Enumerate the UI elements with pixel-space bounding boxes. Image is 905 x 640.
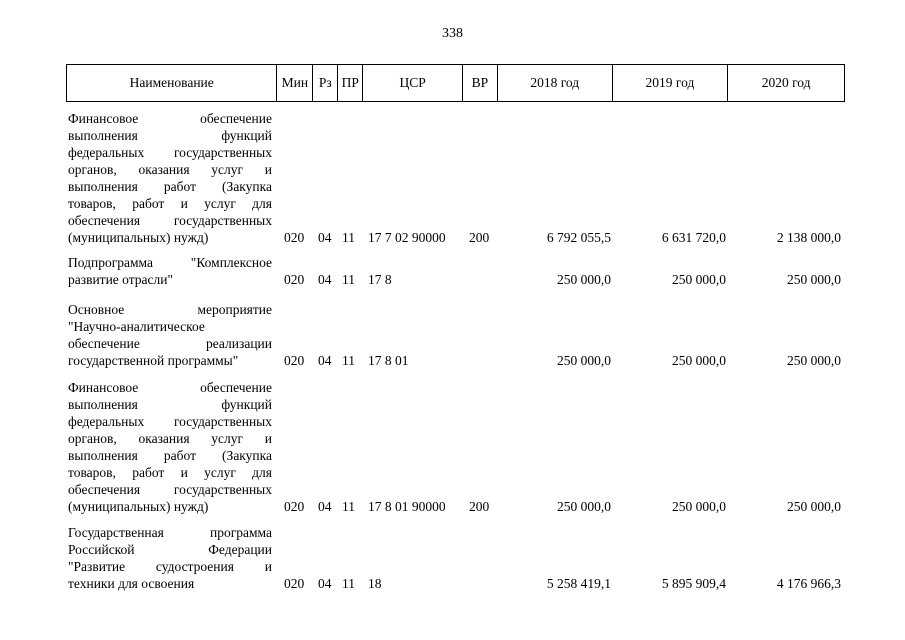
- row-name-line: обеспечения государственных: [68, 213, 272, 228]
- header-2020: 2020 год: [761, 75, 811, 90]
- cell-y2020: 250 000,0: [787, 353, 841, 368]
- row-name-line: федеральных государственных: [68, 145, 272, 160]
- header-2018: 2018 год: [498, 65, 613, 101]
- header-vr: ВР: [463, 65, 498, 101]
- cell-y2020: 4 176 966,3: [776, 576, 841, 591]
- row-name-line: Основное мероприятие: [68, 302, 272, 317]
- row-name-line: (муниципальных) нужд): [68, 230, 209, 245]
- cell-y2020: 250 000,0: [787, 499, 841, 514]
- header-2019: 2019 год: [613, 65, 729, 101]
- cell-pr: 11: [342, 576, 355, 591]
- cell-csr: 18: [368, 576, 382, 591]
- row-name-line: федеральных государственных: [68, 414, 272, 429]
- header-name: Наименование: [67, 65, 277, 101]
- row-name: [68, 301, 272, 369]
- cell-y2019: 5 895 909,4: [661, 576, 726, 591]
- row-name-line: Финансовое обеспечение: [68, 380, 272, 395]
- cell-csr: 17 8 01 90000: [368, 499, 446, 514]
- cell-y2018: 5 258 419,1: [546, 576, 611, 591]
- page-number: 338: [442, 26, 463, 41]
- row-name: [68, 254, 272, 288]
- row-name-line: органов, оказания услуг и: [68, 431, 272, 446]
- row-name: [68, 524, 272, 592]
- cell-y2019: 250 000,0: [672, 353, 726, 368]
- cell-vr: 200: [469, 499, 490, 514]
- cell-rz: 04: [318, 272, 332, 287]
- row-name-line: выполнения работ (Закупка: [68, 448, 272, 463]
- row-name-line: выполнения функций: [68, 128, 272, 143]
- cell-pr: 11: [342, 230, 355, 245]
- row-name-line: выполнения работ (Закупка: [68, 179, 272, 194]
- row-name-line: "Развитие судостроения и: [68, 559, 272, 574]
- row-name-line: государственной программы": [68, 353, 239, 368]
- cell-vr: 200: [469, 230, 490, 245]
- row-name-line: Государственная программа: [68, 525, 272, 540]
- row-name-line: "Научно-аналитическое: [68, 319, 205, 334]
- cell-y2019: 250 000,0: [672, 272, 726, 287]
- cell-y2019: 250 000,0: [672, 499, 726, 514]
- cell-min: 020: [284, 499, 305, 514]
- row-name-line: обеспечения государственных: [68, 482, 272, 497]
- header-rz: Рз: [313, 65, 338, 101]
- cell-y2020: 250 000,0: [787, 272, 841, 287]
- row-name-line: товаров, работ и услуг для: [68, 196, 272, 211]
- cell-min: 020: [284, 576, 305, 591]
- table-header: [66, 64, 845, 102]
- cell-rz: 04: [318, 230, 332, 245]
- cell-rz: 04: [318, 576, 332, 591]
- cell-y2019: 6 631 720,0: [661, 230, 726, 245]
- header-csr: ЦСР: [363, 65, 463, 101]
- cell-y2018: 250 000,0: [557, 499, 611, 514]
- cell-y2020: 2 138 000,0: [776, 230, 841, 245]
- cell-y2018: 6 792 055,5: [546, 230, 611, 245]
- header-pr: ПР: [338, 65, 363, 101]
- row-name-line: обеспечение реализации: [68, 336, 272, 351]
- row-name: [68, 379, 272, 515]
- cell-csr: 17 8 01: [368, 353, 409, 368]
- cell-min: 020: [284, 272, 305, 287]
- cell-csr: 17 7 02 90000: [368, 230, 446, 245]
- row-name-line: Подпрограмма "Комплексное: [68, 255, 272, 270]
- row-name-line: техники для освоения: [68, 576, 195, 591]
- cell-y2018: 250 000,0: [557, 353, 611, 368]
- cell-pr: 11: [342, 272, 355, 287]
- row-name: [68, 110, 272, 246]
- cell-rz: 04: [318, 353, 332, 368]
- cell-min: 020: [284, 353, 305, 368]
- row-name-line: товаров, работ и услуг для: [68, 465, 272, 480]
- row-name-line: развитие отрасли": [68, 272, 174, 287]
- cell-min: 020: [284, 230, 305, 245]
- row-name-line: органов, оказания услуг и: [68, 162, 272, 177]
- row-name-line: Финансовое обеспечение: [68, 111, 272, 126]
- row-name-line: выполнения функций: [68, 397, 272, 412]
- cell-pr: 11: [342, 353, 355, 368]
- row-name-line: (муниципальных) нужд): [68, 499, 209, 514]
- cell-y2018: 250 000,0: [557, 272, 611, 287]
- header-min: Мин: [277, 65, 313, 101]
- cell-pr: 11: [342, 499, 355, 514]
- cell-rz: 04: [318, 499, 332, 514]
- row-name-line: Российской Федерации: [68, 542, 272, 557]
- cell-csr: 17 8: [368, 272, 392, 287]
